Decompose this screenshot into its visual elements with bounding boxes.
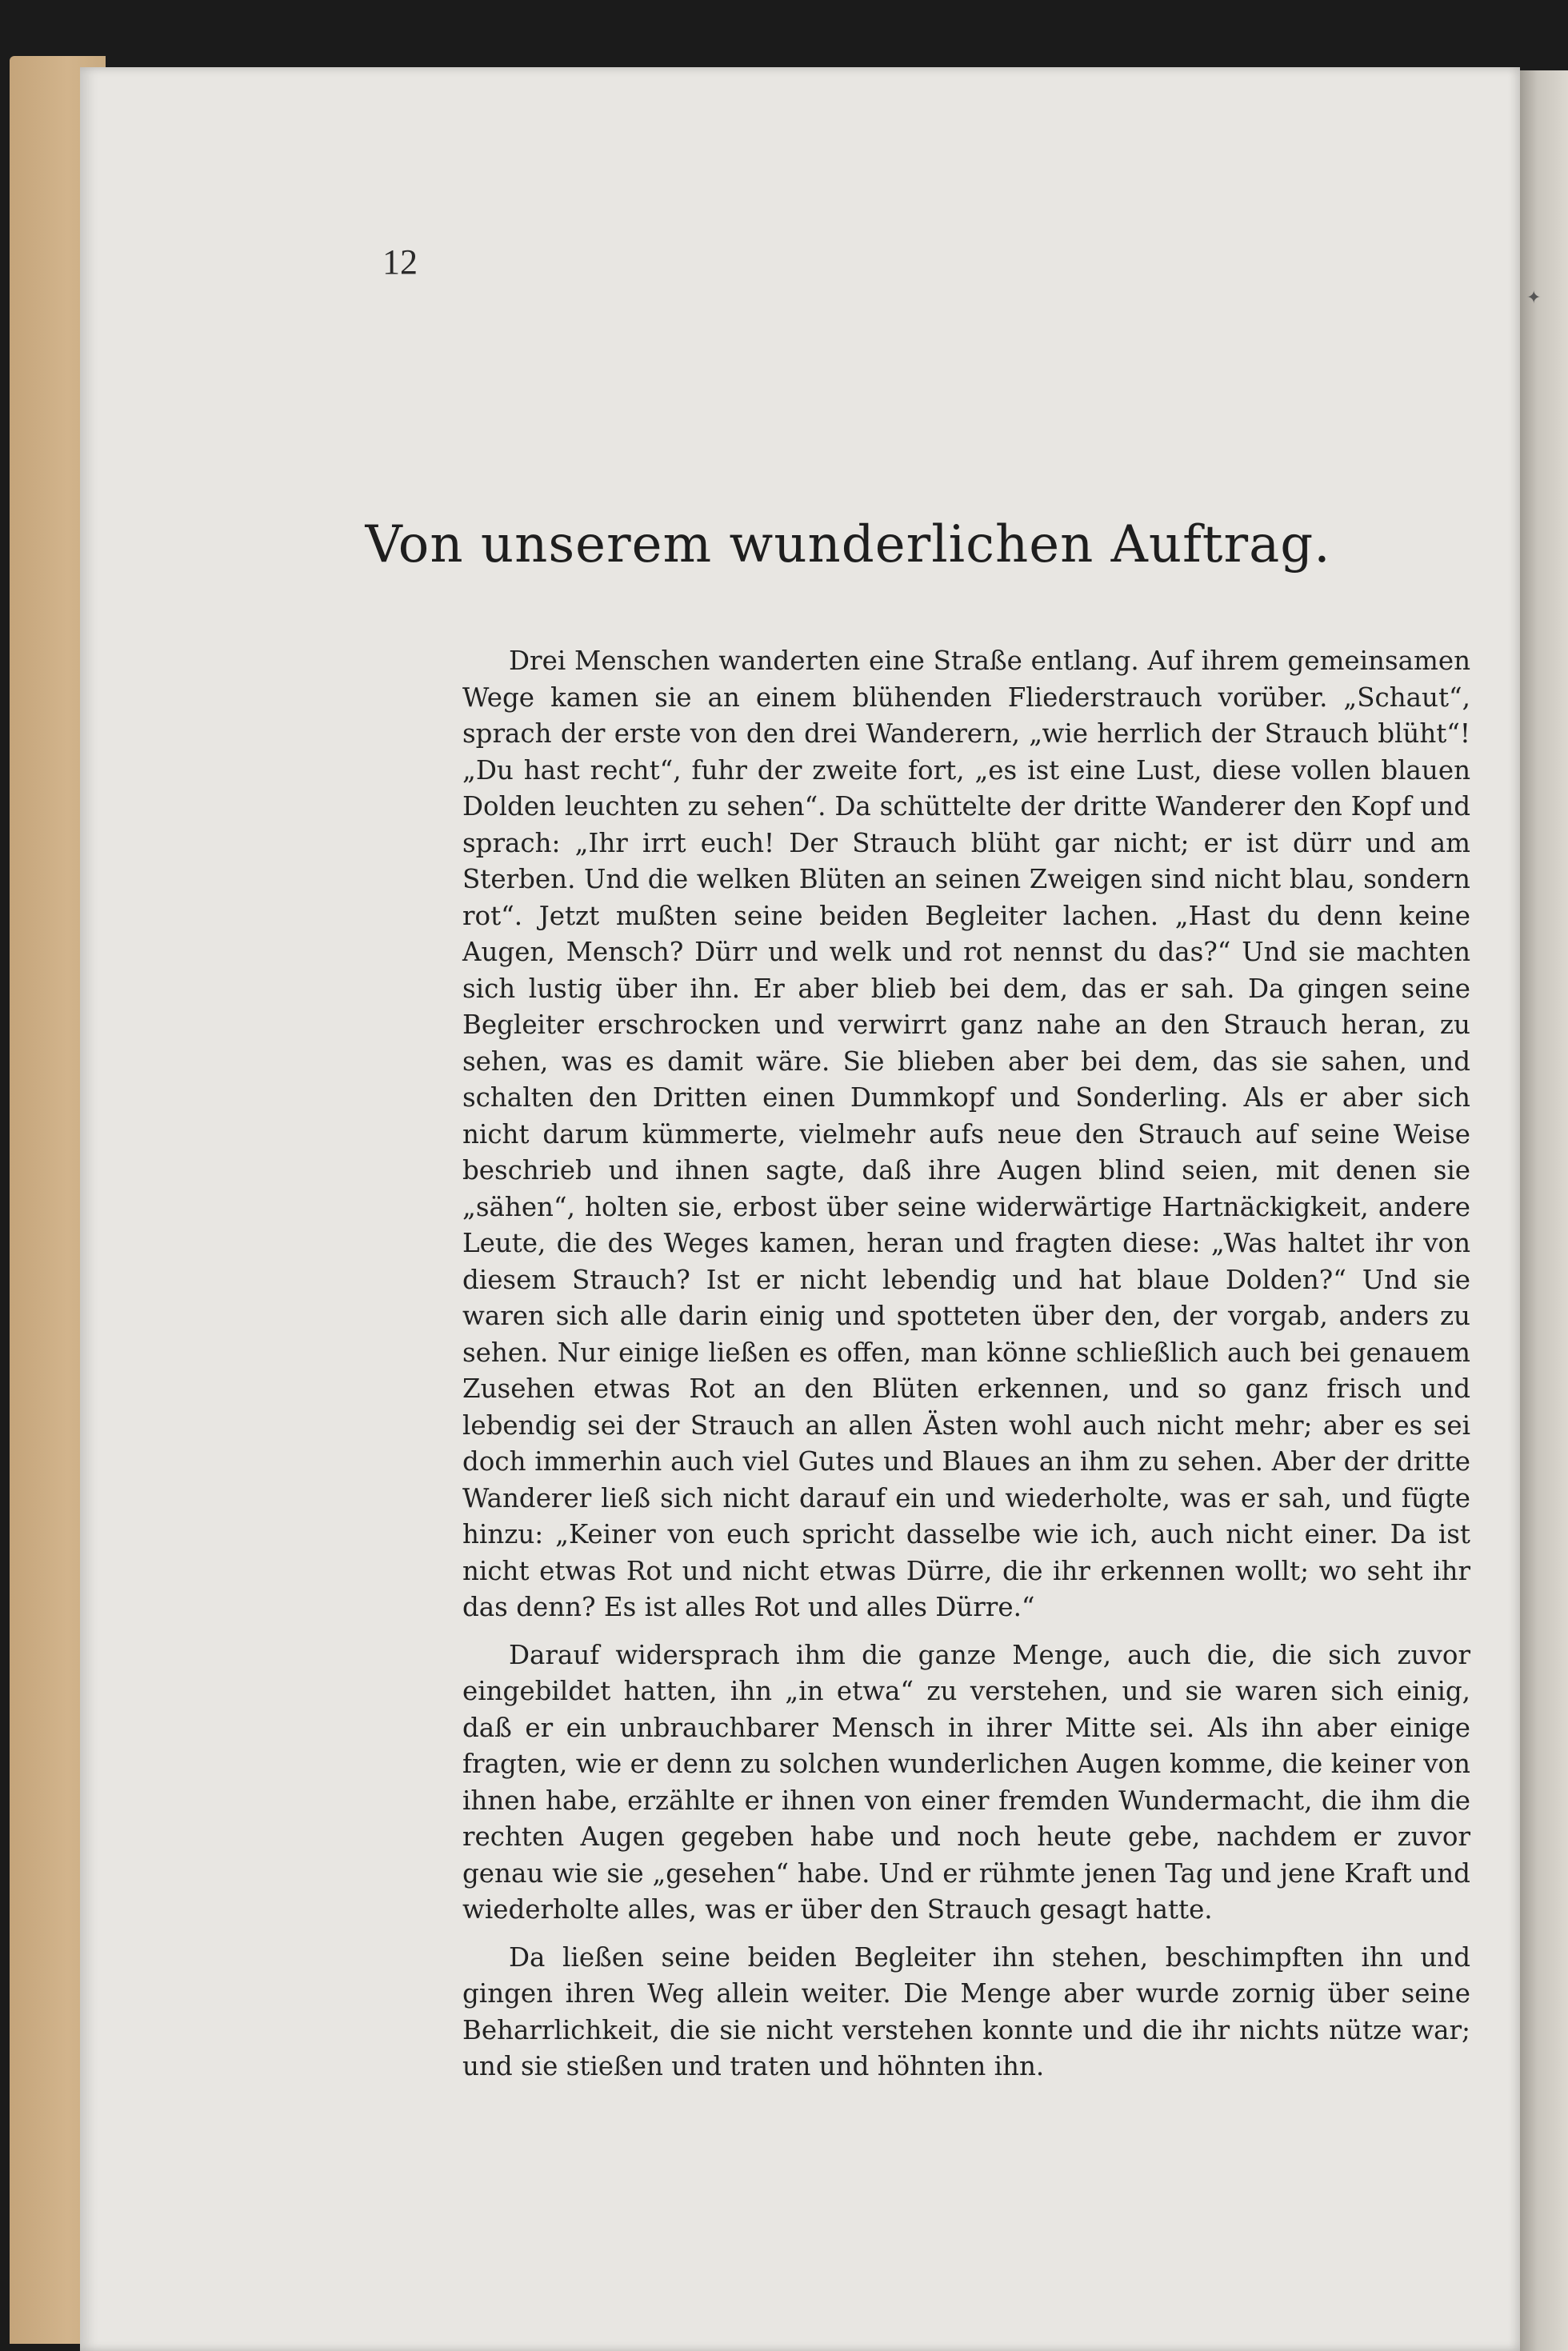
book-page [80, 67, 1542, 2351]
body-text [462, 643, 1470, 2097]
ink-speck: ✦ [1526, 288, 1542, 308]
paragraph-2: Darauf widersprach ihm die ganze Menge, auch die, die sich zuvor eingebildet hatten, ihn „in etwa“ zu verstehen, und sie waren sich einig, daß er ein unbrauchbarer Mensch in ihrer Mitte sei. Als ihn aber einige fragten, wie er denn zu solchen wunderlichen Augen komme, die keiner von ihnen habe, erzählte er ihnen von einer fremden Wundermacht, die ihm die rechten Augen gegeben habe und noch heute gebe, nachdem er zuvor genau wie sie „gesehen“ habe. Und er rühmte jenen Tag und jene Kraft und wiederholte alles, was er über den Strauch gesagt hatte. [462, 1639, 1470, 1925]
book-edge-right [1512, 70, 1568, 2351]
chapter-title: Von unserem wunderlichen Auftrag. [365, 515, 1331, 574]
paragraph-1: Drei Menschen wanderten eine Straße entlang. Auf ihrem gemeinsamen Wege kamen sie an einem blühenden Fliederstrauch vorüber. „Schaut“, sprach der erste von den drei Wanderern, „wie herrlich der Strauch blüht“! „Du hast recht“, fuhr der zweite fort, „es ist eine Lust, diese vollen blauen Dolden leuchten zu sehen“. Da schüttelte der dritte Wanderer den Kopf und sprach: „Ihr irrt euch! Der Strauch blüht gar nicht; er ist dürr und am Sterben. Und die welken Blüten an seinen Zweigen sind nicht blau, sondern rot“. Jetzt mußten seine beiden Begleiter lachen. „Hast du denn keine Augen, Mensch? Dürr und welk und rot nennst du das?“ Und sie machten sich lustig über ihn. Er aber blieb bei dem, das er sah. Da gingen seine Begleiter erschrocken und verwirrt ganz nahe an den Strauch heran, zu sehen, was es damit wäre. Sie blieben aber bei dem, das sie sahen, und schalten den Dritten einen Dummkopf und Sonderling. Als er aber sich nicht darum kümmerte, vielmehr aufs neue den Strauch auf seine Weise beschrieb und ihnen sagte, daß ihre Augen blind seien, mit denen sie „sähen“, holten sie, erbost über seine widerwärtige Hartnäckigkeit, andere Leute, die des Weges kamen, heran und fragten diese: „Was haltet ihr von diesem Strauch? Ist er nicht lebendig und hat blaue Dolden?“ Und sie waren sich alle darin einig und spotteten über den, der vorgab, anders zu sehen. Nur einige ließen es offen, man könne schließlich auch bei genauem Zusehen etwas Rot an den Blüten erkennen, und so ganz frisch und lebendig sei der Strauch an allen Ästen wohl auch nicht mehr; aber es sei doch immerhin auch viel Gutes und Blaues an ihm zu sehen. Aber der dritte Wanderer ließ sich nicht darauf ein und wiederholte, was er sah, und fügte hinzu: „Keiner von euch spricht dasselbe wie ich, auch nicht einer. Da ist nicht etwas Rot und nicht etwas Dürre, die ihr erkennen wollt; wo seht ihr das denn? Es ist alles Rot und alles Dürre.“ [462, 646, 1470, 1622]
page-number: 12 [382, 242, 418, 282]
paragraph-3: Da ließen seine beiden Begleiter ihn stehen, beschimpften ihn und gingen ihren Weg allein weiter. Die Menge aber wurde zornig über seine Beharrlichkeit, die sie nicht verstehen konnte und die ihr nichts nütze war; und sie stießen und traten und höhnten ihn. [462, 1941, 1470, 2081]
